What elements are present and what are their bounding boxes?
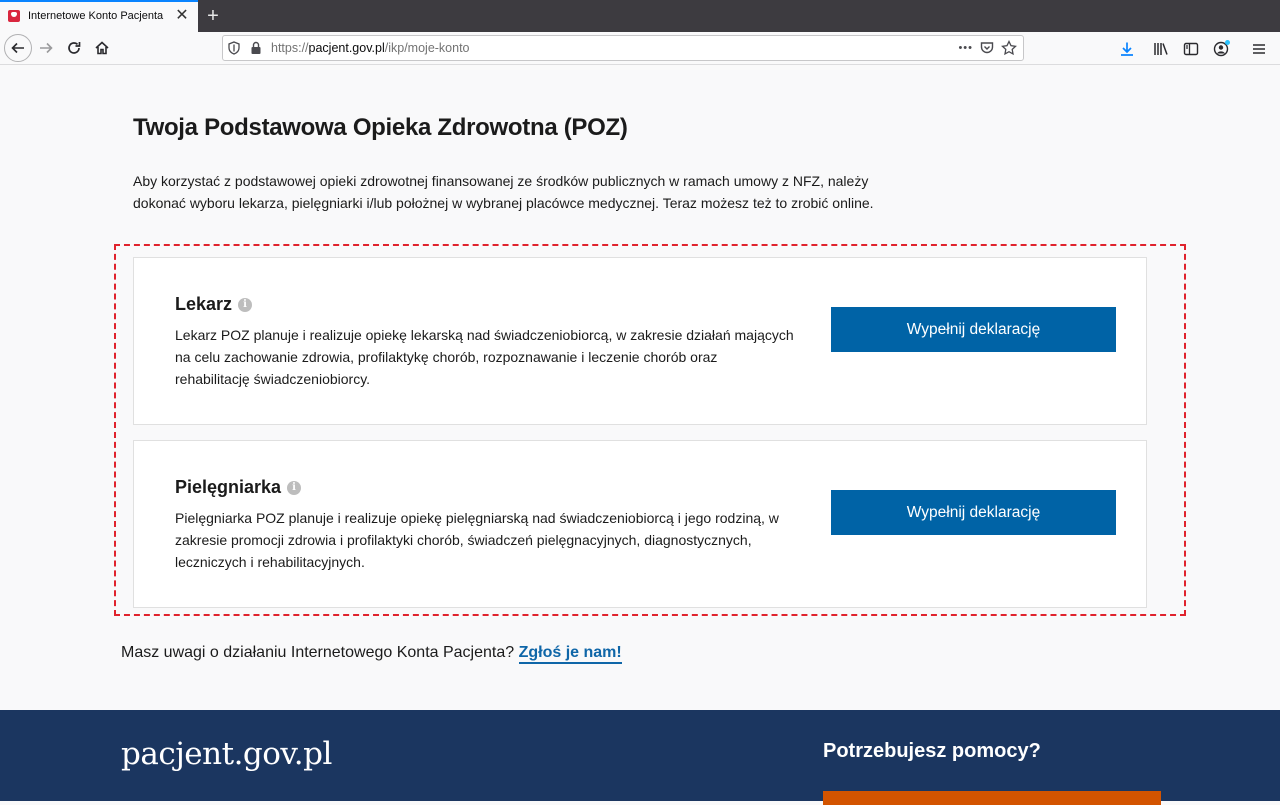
forward-button[interactable] bbox=[32, 34, 60, 62]
url-path: /ikp/moje-konto bbox=[384, 41, 470, 55]
help-button[interactable] bbox=[823, 791, 1161, 805]
card-pielegniarka bbox=[133, 440, 1147, 608]
sidebar-icon bbox=[1183, 41, 1199, 57]
card-title-text: Lekarz bbox=[175, 294, 233, 314]
lock-icon[interactable] bbox=[245, 36, 267, 60]
feedback-text: Masz uwagi o działaniu Internetowego Konta Pacjenta? bbox=[121, 644, 515, 661]
page-content bbox=[0, 66, 1280, 710]
card-lekarz bbox=[133, 257, 1147, 425]
home-icon bbox=[94, 40, 110, 56]
card-description: Pielęgniarka POZ planuje i realizuje opiekę pielęgniarską nad świadczeniobiorcą i jego rodziną, w zakresie promocji zdrowia i profilaktyki chorób, świadczeń pielęgnacyjnych, diagnostycznych, leczniczych i rehabilitacyjnych. bbox=[175, 510, 779, 570]
reload-button[interactable] bbox=[60, 34, 88, 62]
menu-button[interactable] bbox=[1244, 34, 1274, 64]
card-title bbox=[175, 294, 252, 315]
plus-icon: + bbox=[207, 4, 219, 27]
toolbar-right bbox=[1112, 32, 1280, 65]
tab-strip bbox=[0, 0, 1280, 32]
download-button[interactable] bbox=[1112, 34, 1142, 64]
url-bar[interactable] bbox=[222, 35, 1024, 61]
card-description: Lekarz POZ planuje i realizuje opiekę lekarską nad świadczeniobiorcą, w zakresie działań mających na celu zachowanie zdrowia, profilaktykę chorób, rozpoznawanie i leczenie chorób oraz rehabilitację świadczeniobiorcy. bbox=[175, 327, 794, 387]
footer-logo[interactable]: pacjent.gov.pl bbox=[121, 736, 332, 772]
footer bbox=[0, 710, 1280, 801]
new-tab-button[interactable] bbox=[198, 0, 228, 32]
arrow-left-icon bbox=[10, 40, 26, 56]
close-icon[interactable]: ✕ bbox=[175, 7, 189, 24]
reload-icon bbox=[66, 40, 82, 56]
more-icon[interactable]: ••• bbox=[958, 42, 973, 54]
fill-declaration-doctor-button[interactable]: Wypełnij deklarację bbox=[831, 307, 1116, 352]
browser-tab[interactable] bbox=[0, 0, 198, 32]
shield-icon[interactable] bbox=[223, 36, 245, 60]
info-icon[interactable]: i bbox=[238, 298, 252, 312]
fill-declaration-nurse-button[interactable]: Wypełnij deklarację bbox=[831, 490, 1116, 535]
notification-dot bbox=[1225, 40, 1230, 45]
home-button[interactable] bbox=[88, 34, 116, 62]
help-heading: Potrzebujesz pomocy? bbox=[823, 740, 1041, 762]
library-icon bbox=[1153, 41, 1169, 57]
card-title bbox=[175, 477, 301, 498]
arrow-right-icon bbox=[38, 40, 54, 56]
bookmark-star-icon[interactable] bbox=[1001, 40, 1017, 56]
nav-bar bbox=[0, 32, 1280, 65]
hamburger-menu-icon bbox=[1252, 42, 1266, 56]
download-icon bbox=[1119, 41, 1135, 57]
back-button[interactable] bbox=[4, 34, 32, 62]
url-host: pacjent.gov.pl bbox=[308, 41, 385, 55]
favicon-icon bbox=[8, 10, 20, 22]
feedback-line bbox=[121, 644, 622, 662]
page-title: Twoja Podstawowa Opieka Zdrowotna (POZ) bbox=[133, 114, 628, 141]
account-button[interactable] bbox=[1206, 34, 1236, 64]
tab-title: Internetowe Konto Pacjenta bbox=[28, 10, 164, 22]
library-button[interactable] bbox=[1146, 34, 1176, 64]
url-actions bbox=[958, 40, 1023, 56]
pocket-icon[interactable] bbox=[979, 40, 995, 56]
url-scheme: https:// bbox=[271, 41, 309, 55]
sidebar-button[interactable] bbox=[1176, 34, 1206, 64]
url-text[interactable] bbox=[271, 41, 958, 55]
intro-paragraph: Aby korzystać z podstawowej opieki zdrowotnej finansowanej ze środków publicznych w ramach umowy z NFZ, należy dokonać wyboru lekarza, pielęgniarki i/lub położnej w wybranej placówce medycznej. Teraz możesz też to zrobić online. bbox=[133, 173, 874, 211]
info-icon[interactable]: i bbox=[287, 481, 301, 495]
card-title-text: Pielęgniarka bbox=[175, 477, 282, 497]
report-link[interactable]: Zgłoś je nam! bbox=[519, 644, 622, 664]
